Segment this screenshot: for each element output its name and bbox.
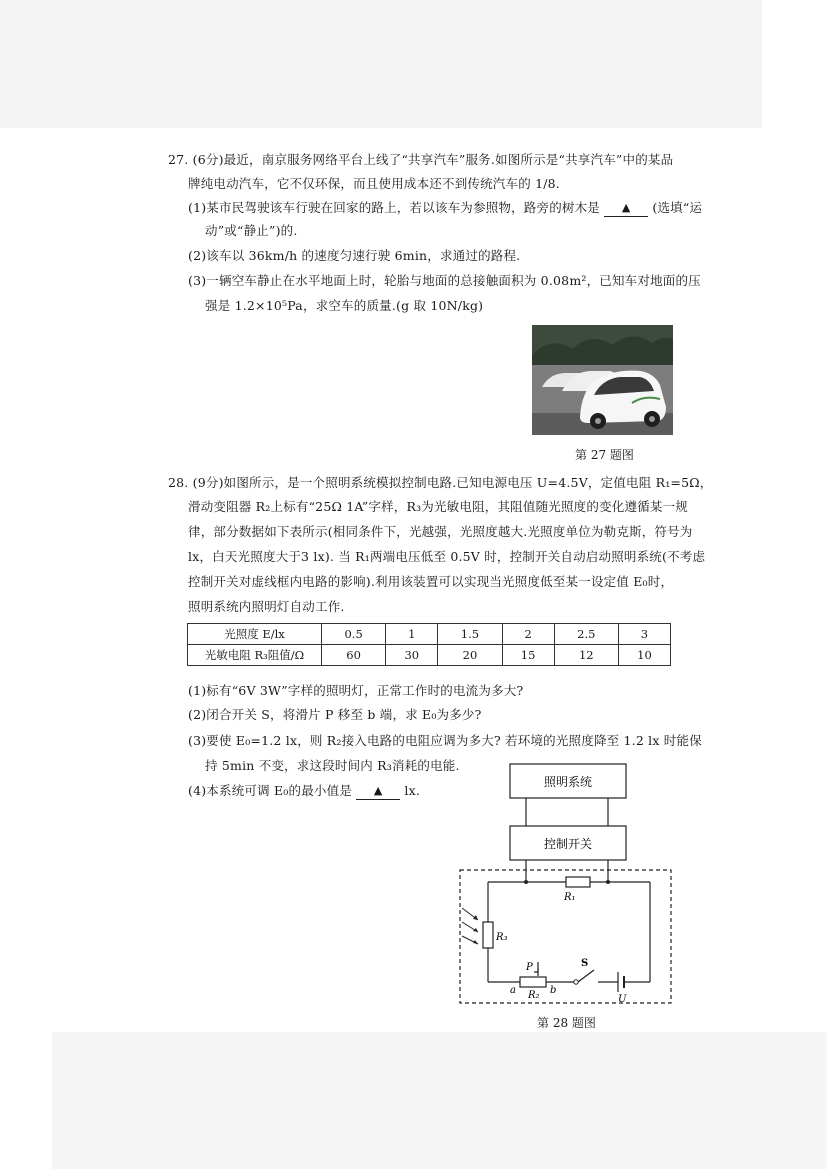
electric-car-photo [532,325,673,435]
lighting-system-label: 照明系统 [543,775,593,789]
table-cell: 30 [386,645,438,666]
control-switch-label: 控制开关 [543,837,593,851]
q28-part-4 [188,783,420,799]
table-cell: 15 [502,645,554,666]
table-cell: 10 [618,645,670,666]
table-cell: 2 [502,624,554,645]
light-rays-icon [462,908,478,944]
scan-margin-top [0,0,762,128]
q28-line-3: 律，部分数据如下表所示(相同条件下，光越强，光照度越大.光照度单位为勒克斯，符号为 [188,524,693,539]
q28-part-1: (1)标有“6V 3W”字样的照明灯，正常工作时的电流为多大? [188,683,524,698]
circuit-diagram [458,762,673,1007]
q28-line-4: lx，白天光照度大于3 lx). 当 R₁两端电压低至 0.5V 时，控制开关自动启动照明系统(不考虑 [188,549,706,564]
r2-label: R₂ [528,990,540,1001]
q28-part-4-text: (4)本系统可调 E₀的最小值是 [188,783,353,798]
q27-line-2: 牌纯电动汽车，它不仅环保，而且使用成本还不到传统汽车的 1/8. [188,176,560,191]
table-cell: 3 [618,624,670,645]
q27-answer-blank[interactable] [604,202,648,217]
dashed-frame [460,870,671,1003]
r1-label: R₁ [564,892,576,903]
q27-part-1-text: (1)某市民驾驶该车行驶在回家的路上，若以该车为参照物，路旁的树木是 [188,200,601,215]
q27-part-1-option: (选填“运 [652,200,703,215]
r3-label: R₃ [496,932,508,943]
voltage-u-label: U [618,994,627,1005]
q28-part-4-unit: lx. [404,783,421,798]
table-cell: 1.5 [438,624,502,645]
q27-part-1 [188,200,702,216]
terminal-b-label: b [550,985,557,996]
table-cell: 1 [386,624,438,645]
table-cell: 60 [322,645,386,666]
answer-triangle-icon: ▲ [621,201,631,214]
q27-line-1: 27. (6分)最近，南京服务网络平台上线了“共享汽车”服务.如图所示是“共享汽车”中的某品 [168,152,674,167]
photoresistor-r3-symbol [483,922,493,948]
switch-s-symbol [578,970,594,982]
table-cell: 光敏电阻 R₃阻值/Ω [188,645,322,666]
q28-line-2: 滑动变阻器 R₂上标有“25Ω 1A”字样，R₃为光敏电阻，其阻值随光照度的变化遵循某一规 [188,499,688,514]
q28-part-2: (2)闭合开关 S，将滑片 P 移至 b 端，求 E₀为多少? [188,707,482,722]
q28-answer-blank[interactable] [356,785,400,800]
table-cell: 12 [554,645,618,666]
q27-part-3-line-1: (3)一辆空车静止在水平地面上时，轮胎与地面的总接触面积为 0.08m²，已知车对地面的压 [188,273,701,288]
q27-part-3-line-2: 强是 1.2×10⁵Pa，求空车的质量.(g 取 10N/kg) [205,298,484,313]
table-row [188,624,671,645]
rheostat-r2-symbol [520,977,546,987]
figure-28-caption: 第 28 题图 [537,1016,596,1030]
table-cell: 2.5 [554,624,618,645]
q27-part-2: (2)该车以 36km/h 的速度匀速行驶 6min，求通过的路程. [188,248,521,263]
q27-part-1-line-2: 动”或“静止”)的. [205,223,298,238]
table-cell: 20 [438,645,502,666]
terminal-a-label: a [510,985,516,996]
slider-p-label: P [526,962,533,973]
switch-s-label: S [581,958,589,969]
resistor-r1-symbol [566,877,590,887]
q28-line-1: 28. (9分)如图所示，是一个照明系统模拟控制电路.已知电源电压 U=4.5V，定值电阻 R₁=5Ω， [168,475,713,490]
table-cell: 光照度 E/lx [188,624,322,645]
figure-27-caption: 第 27 题图 [575,448,634,462]
q28-line-6: 照明系统内照明灯自动工作. [188,599,345,614]
scan-margin-bottom [52,1032,827,1169]
table-row [188,645,671,666]
answer-triangle-icon: ▲ [373,784,383,797]
table-cell: 0.5 [322,624,386,645]
q28-part-3-line-2: 持 5min 不变，求这段时间内 R₃消耗的电能. [205,758,460,773]
q28-line-5: 控制开关对虚线框内电路的影响).利用该装置可以实现当光照度低至某一设定值 E₀时， [188,574,674,589]
q28-part-3-line-1: (3)要使 E₀=1.2 lx，则 R₂接入电路的电阻应调为多大? 若环境的光照度降至 1.2 lx 时能保 [188,733,702,748]
illuminance-resistance-table [187,623,671,666]
